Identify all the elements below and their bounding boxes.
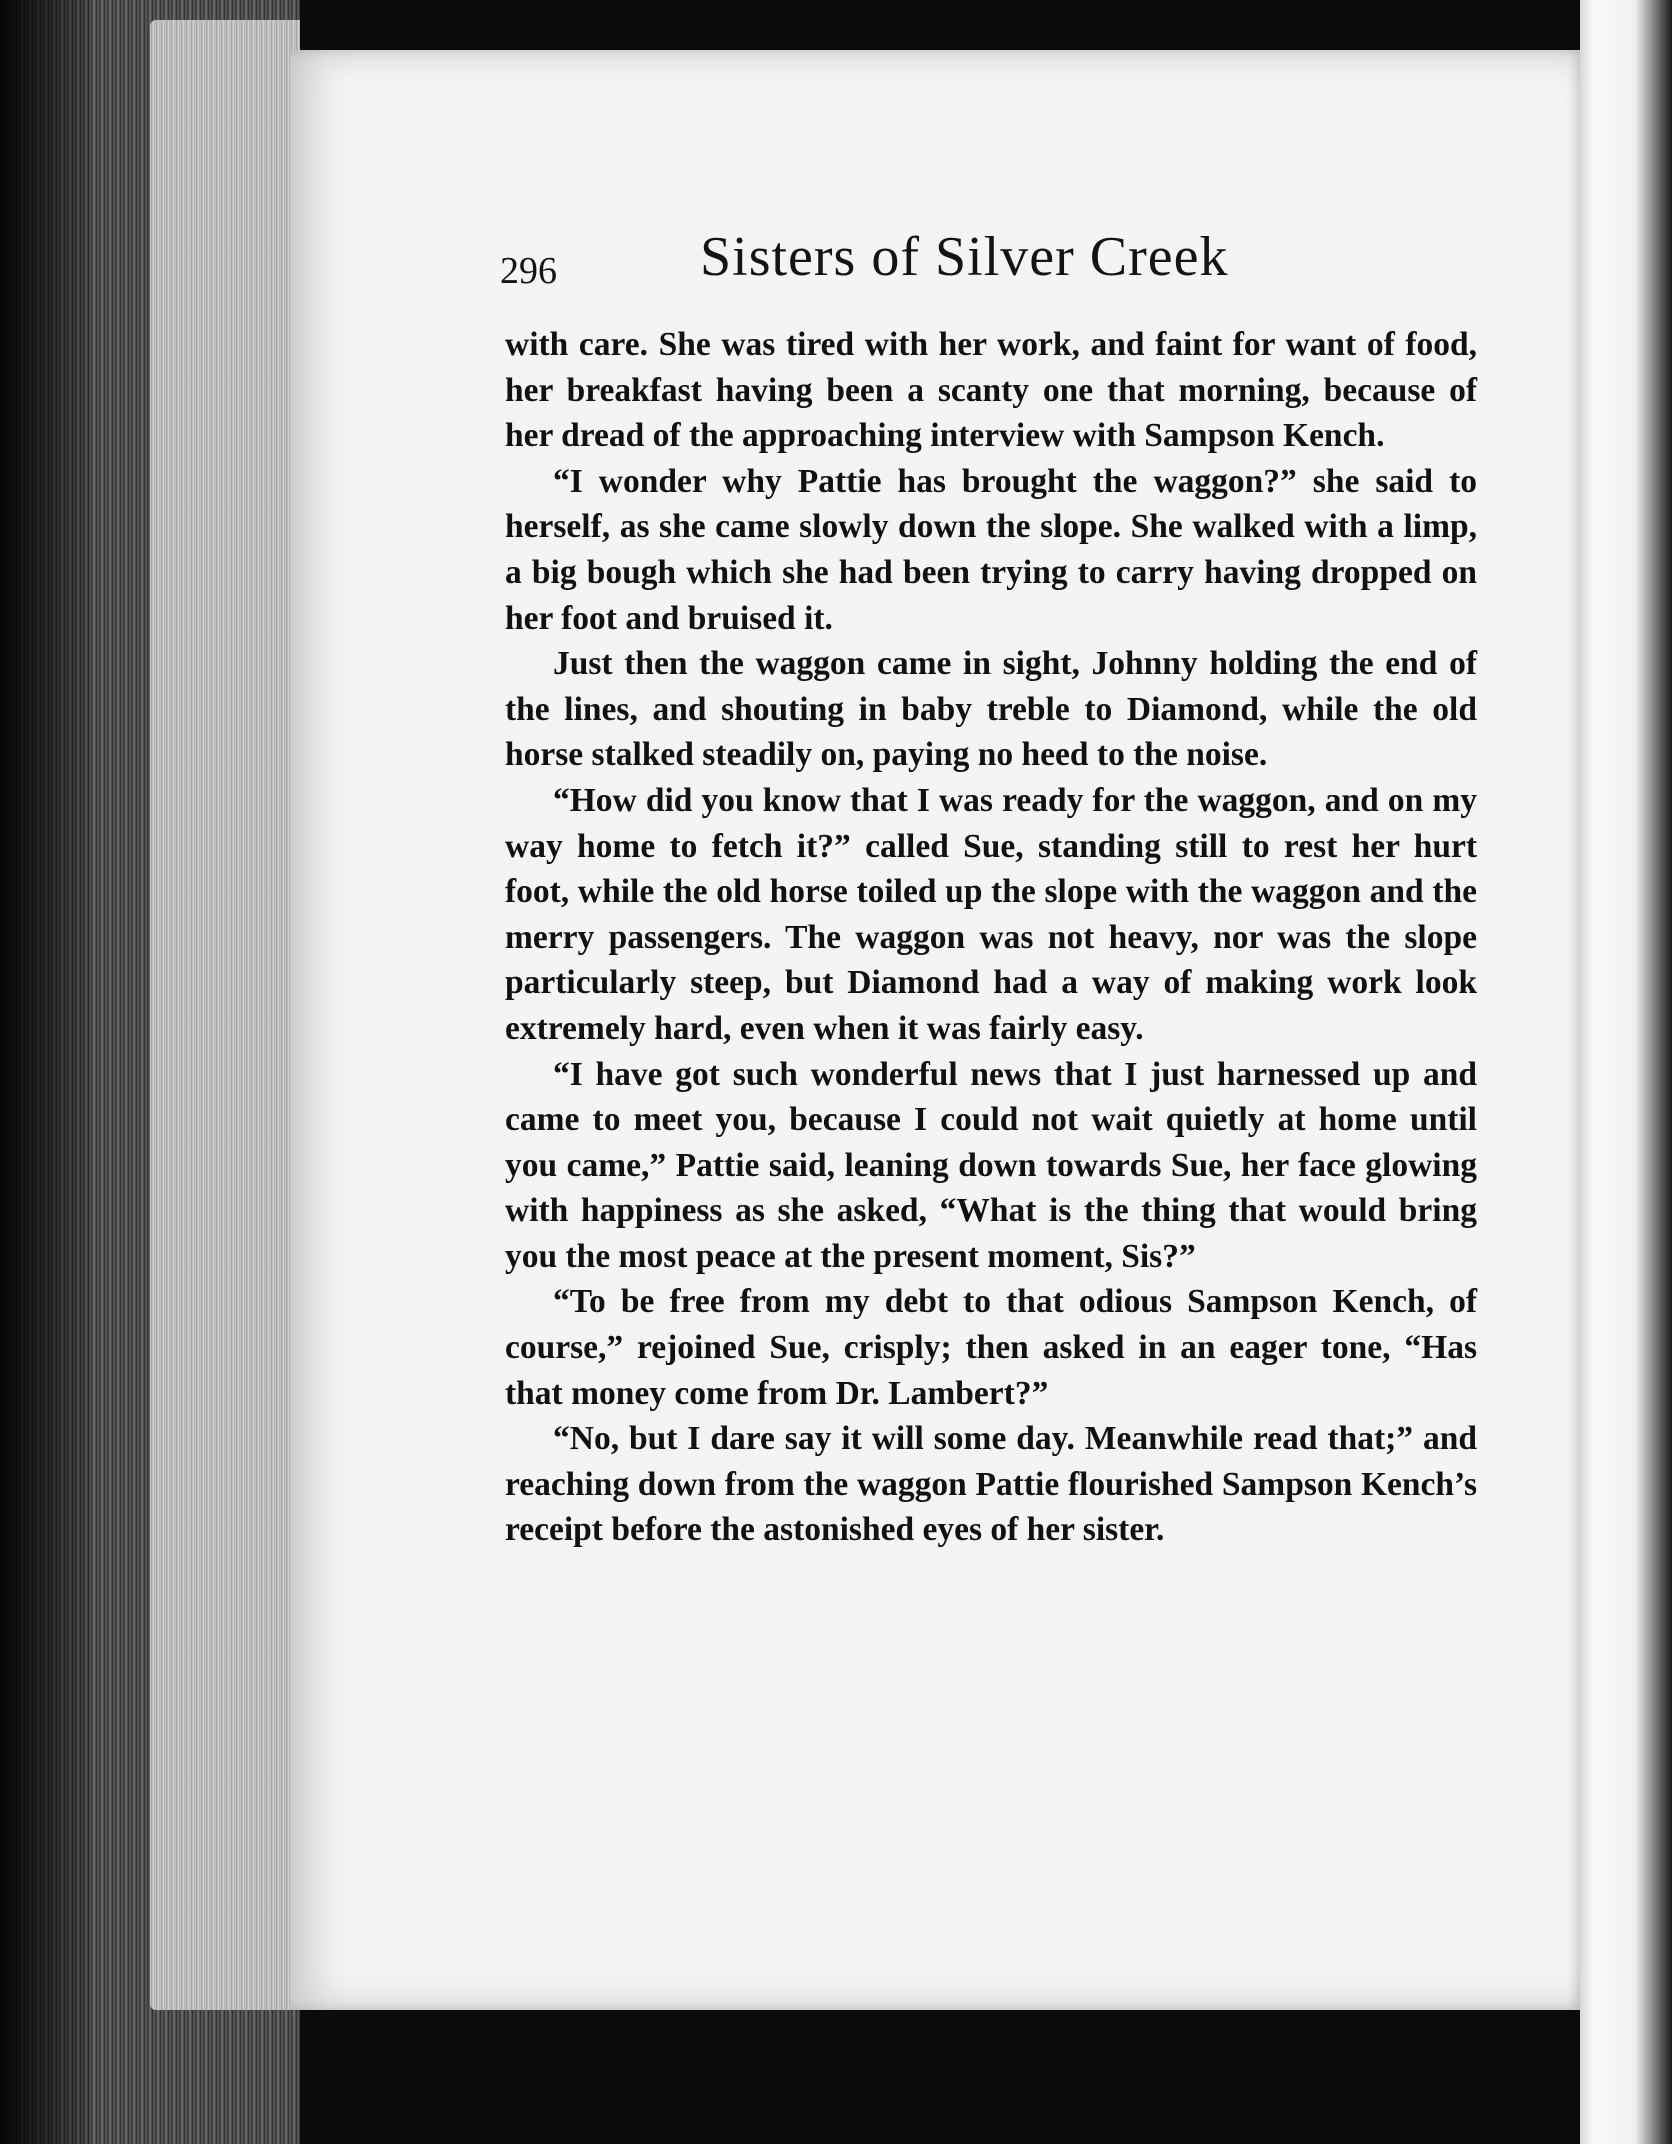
paragraph: “To be free from my debt to that odious Sampson Kench, of course,” rejoined Sue, crisply; then asked in an eager tone, “Has that money come from Dr. Lambert?” <box>505 1283 1477 1412</box>
paragraph: with care. She was tired with her work, and faint for want of food, her breakfast having been a scanty one that morning, because of her dread of the approaching interview with Sampson Kench. <box>505 326 1477 455</box>
page-stack <box>150 20 300 2010</box>
paragraph: “I have got such wonderful news that I just harnessed up and came to meet you, because I could not wait quietly at home until you came,” Pattie said, leaning down towards Sue, her face glowing with happiness as she asked, “What is the thing that would bring you the most peace at the present moment, Sis?” <box>505 1055 1477 1275</box>
body-text <box>505 322 1477 1553</box>
page-number: 296 <box>500 250 557 292</box>
paragraph: “No, but I dare say it will some day. Meanwhile read that;” and reaching down from the waggon Pattie flourished Sampson Kench’s receipt before the astonished eyes of her sister. <box>505 1420 1477 1549</box>
dark-background <box>0 0 90 2144</box>
facing-page-edge <box>1580 0 1672 2144</box>
running-head <box>500 225 1280 315</box>
paragraph: “How did you know that I was ready for the waggon, and on my way home to fetch it?” called Sue, standing still to rest her hurt foot, while the old horse toiled up the slope with the waggon and the merry passengers. The waggon was not heavy, nor was the slope particularly steep, but Diamond had a way of making work look extremely hard, even when it was fairly easy. <box>505 781 1477 1047</box>
paragraph: “I wonder why Pattie has brought the waggon?” she said to herself, as she came slowly down the slope. She walked with a limp, a big bough which she had been trying to carry having dropped on her foot and bruised it. <box>505 462 1477 637</box>
paragraph: Just then the waggon came in sight, Johnny holding the end of the lines, and shouting in baby treble to Diamond, while the old horse stalked steadily on, paying no heed to the noise. <box>505 645 1477 774</box>
book-title: Sisters of Silver Creek <box>700 226 1229 288</box>
